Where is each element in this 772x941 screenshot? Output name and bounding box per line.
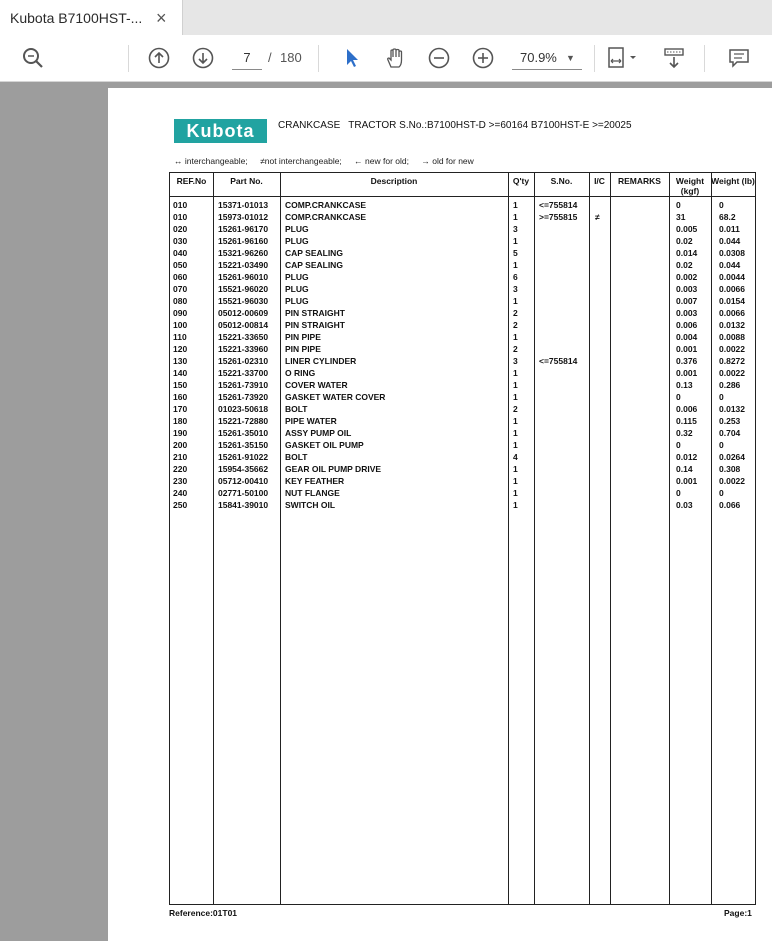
cell-weight-lb: 0.0308 <box>719 248 745 258</box>
cell-part-no: 15261-96010 <box>218 272 269 282</box>
cell-qty: 1 <box>513 332 518 342</box>
cell-part-no: 15261-96160 <box>218 236 269 246</box>
cell-weight-kgf: 0.012 <box>676 452 698 462</box>
legend-item: ↔ interchangeable; <box>174 156 248 166</box>
cell-description: SWITCH OIL <box>285 500 336 510</box>
table-row <box>170 416 755 428</box>
toolbar-divider <box>318 45 319 72</box>
table-row <box>170 308 755 320</box>
cell-weight-lb: 0.0264 <box>719 452 745 462</box>
cell-part-no: 05012-00609 <box>218 308 269 318</box>
cell-ref: 220 <box>173 464 188 474</box>
cell-part-no: 15261-91022 <box>218 452 269 462</box>
table-body <box>170 200 755 512</box>
cell-part-no: 01023-50618 <box>218 404 269 414</box>
cell-part-no: 15261-02310 <box>218 356 269 366</box>
cell-qty: 1 <box>513 212 518 222</box>
toolbar-divider <box>128 45 129 72</box>
cell-weight-kgf: 0 <box>676 200 681 210</box>
close-icon[interactable]: × <box>156 7 167 28</box>
table-row <box>170 368 755 380</box>
cell-ref: 050 <box>173 260 188 270</box>
cell-description: CAP SEALING <box>285 260 343 270</box>
cell-qty: 1 <box>513 500 518 510</box>
cell-weight-lb: 0.0132 <box>719 320 745 330</box>
kubota-logo: Kubota <box>174 119 267 143</box>
cell-description: COMP.CRANKCASE <box>285 212 367 222</box>
cell-weight-kgf: 0.376 <box>676 356 698 366</box>
table-row <box>170 392 755 404</box>
cell-sno: >=755815 <box>539 212 578 222</box>
cell-description: GASKET OIL PUMP <box>285 440 364 450</box>
cell-ref: 070 <box>173 284 188 294</box>
cell-ref: 170 <box>173 404 188 414</box>
cell-part-no: 02771-50100 <box>218 488 269 498</box>
cell-description: LINER CYLINDER <box>285 356 357 366</box>
cell-description: PLUG <box>285 296 309 306</box>
cell-description: NUT FLANGE <box>285 488 340 498</box>
cell-description: PIN PIPE <box>285 332 321 342</box>
cell-qty: 1 <box>513 200 518 210</box>
previous-page-icon[interactable] <box>147 46 171 70</box>
header-weight-kgf: Weight (kgf) <box>675 176 705 196</box>
cell-part-no: 15221-03490 <box>218 260 269 270</box>
table-row <box>170 260 755 272</box>
cell-ref: 210 <box>173 452 188 462</box>
zoom-out-icon[interactable] <box>427 46 451 70</box>
cell-description: PLUG <box>285 236 309 246</box>
cell-part-no: 15321-96260 <box>218 248 269 258</box>
cell-weight-kgf: 0.14 <box>676 464 693 474</box>
cell-qty: 1 <box>513 296 518 306</box>
cell-part-no: 15954-35662 <box>218 464 269 474</box>
cell-description: PLUG <box>285 272 309 282</box>
cell-weight-lb: 0.011 <box>719 224 740 234</box>
table-row <box>170 452 755 464</box>
cell-qty: 1 <box>513 440 518 450</box>
cell-weight-lb: 0.0154 <box>719 296 745 306</box>
comment-icon[interactable] <box>727 46 751 70</box>
cell-qty: 1 <box>513 428 518 438</box>
cell-weight-lb: 0.286 <box>719 380 741 390</box>
cell-weight-kgf: 0.001 <box>676 476 698 486</box>
cell-part-no: 15261-73910 <box>218 380 269 390</box>
table-row <box>170 236 755 248</box>
cell-weight-lb: 0.0044 <box>719 272 745 282</box>
chevron-down-icon: ▼ <box>566 52 575 63</box>
table-row <box>170 500 755 512</box>
cell-weight-lb: 0.044 <box>719 260 741 270</box>
cell-weight-lb: 0 <box>719 488 724 498</box>
cell-qty: 1 <box>513 380 518 390</box>
cell-part-no: 05712-00410 <box>218 476 269 486</box>
cell-weight-kgf: 0 <box>676 440 681 450</box>
cell-weight-lb: 68.2 <box>719 212 736 222</box>
table-row <box>170 320 755 332</box>
table-row <box>170 344 755 356</box>
header-ref: REF.No <box>176 176 207 186</box>
header-divider <box>170 196 755 197</box>
header-remarks: REMARKS <box>618 176 661 186</box>
cell-ref: 190 <box>173 428 188 438</box>
table-row <box>170 440 755 452</box>
cell-ref: 100 <box>173 320 188 330</box>
page-fit-icon[interactable] <box>606 46 640 70</box>
cell-part-no: 15371-01013 <box>218 200 269 210</box>
cell-weight-kgf: 31 <box>676 212 686 222</box>
cell-qty: 2 <box>513 404 518 414</box>
table-row <box>170 200 755 212</box>
cell-part-no: 15973-01012 <box>218 212 269 222</box>
cell-weight-kgf: 0.115 <box>676 416 697 426</box>
table-row <box>170 284 755 296</box>
tab-bar <box>0 0 772 35</box>
cell-ref: 010 <box>173 200 188 210</box>
tractor-title: TRACTOR S.No.:B7100HST-D >=60164 B7100HST-E >=20025 <box>348 120 632 131</box>
cell-weight-lb: 0.0066 <box>719 284 745 294</box>
cell-part-no: 15261-35010 <box>218 428 269 438</box>
header-weight-lb: Weight (lb) <box>711 176 755 186</box>
cell-description: KEY FEATHER <box>285 476 345 486</box>
tab-document[interactable] <box>0 0 183 35</box>
cell-weight-kgf: 0.003 <box>676 308 698 318</box>
cell-weight-kgf: 0 <box>676 488 681 498</box>
cell-part-no: 15221-33700 <box>218 368 269 378</box>
cell-weight-kgf: 0.004 <box>676 332 698 342</box>
cell-qty: 1 <box>513 488 518 498</box>
cell-description: COMP.CRANKCASE <box>285 200 367 210</box>
cell-qty: 1 <box>513 260 518 270</box>
toolbar-divider <box>704 45 705 72</box>
cell-ref: 230 <box>173 476 188 486</box>
cell-weight-kgf: 0.32 <box>676 428 693 438</box>
cell-sno: <=755814 <box>539 356 578 366</box>
cell-description: GEAR OIL PUMP DRIVE <box>285 464 382 474</box>
cell-ref: 200 <box>173 440 188 450</box>
cell-description: PIN STRAIGHT <box>285 320 345 330</box>
table-row <box>170 404 755 416</box>
cell-weight-lb: 0.704 <box>719 428 741 438</box>
cell-ref: 140 <box>173 368 188 378</box>
cell-qty: 4 <box>513 452 518 462</box>
toolbar-divider <box>594 45 595 72</box>
scroll-mode-icon[interactable] <box>662 46 686 70</box>
cell-weight-kgf: 0.001 <box>676 368 698 378</box>
legend-item: ← new for old; <box>354 156 409 166</box>
cell-ref: 060 <box>173 272 188 282</box>
cell-qty: 3 <box>513 224 518 234</box>
table-row <box>170 296 755 308</box>
cell-qty: 1 <box>513 416 518 426</box>
cell-part-no: 15521-96020 <box>218 284 269 294</box>
cell-description: ASSY PUMP OIL <box>285 428 352 438</box>
page-number-input[interactable] <box>232 46 262 70</box>
cell-qty: 2 <box>513 320 518 330</box>
cell-weight-lb: 0.066 <box>719 500 741 510</box>
cell-description: PIN STRAIGHT <box>285 308 345 318</box>
cell-ref: 160 <box>173 392 188 402</box>
header-sno: S.No. <box>550 176 573 186</box>
cell-description: O RING <box>285 368 316 378</box>
cell-ref: 180 <box>173 416 188 426</box>
cell-qty: 1 <box>513 368 518 378</box>
cell-description: GASKET WATER COVER <box>285 392 386 402</box>
cell-ic: ≠ <box>595 212 600 222</box>
cell-weight-lb: 0 <box>719 200 724 210</box>
cell-ref: 020 <box>173 224 188 234</box>
table-row <box>170 476 755 488</box>
cell-weight-kgf: 0.005 <box>676 224 698 234</box>
table-row <box>170 428 755 440</box>
table-row <box>170 332 755 344</box>
cell-part-no: 15521-96030 <box>218 296 269 306</box>
document-title <box>278 120 632 131</box>
search-icon[interactable] <box>21 46 45 70</box>
cell-part-no: 05012-00814 <box>218 320 269 330</box>
header-ic: I/C <box>594 176 605 186</box>
header-part: Part No. <box>230 176 263 186</box>
cell-weight-kgf: 0.007 <box>676 296 698 306</box>
cell-weight-kgf: 0.02 <box>676 260 693 270</box>
cell-qty: 1 <box>513 236 518 246</box>
zoom-value: 70.9% <box>520 50 557 65</box>
cell-qty: 1 <box>513 392 518 402</box>
cell-weight-lb: 0.0132 <box>719 404 745 414</box>
cell-weight-lb: 0.308 <box>719 464 741 474</box>
cell-sno: <=755814 <box>539 200 578 210</box>
cell-ref: 130 <box>173 356 188 366</box>
cell-qty: 2 <box>513 308 518 318</box>
cell-part-no: 15221-72880 <box>218 416 269 426</box>
cell-part-no: 15221-33650 <box>218 332 269 342</box>
cell-weight-kgf: 0.006 <box>676 320 698 330</box>
cell-ref: 110 <box>173 332 187 342</box>
section-title: CRANKCASE <box>278 120 341 131</box>
cell-qty: 3 <box>513 356 518 366</box>
pdf-page <box>108 88 772 941</box>
table-row <box>170 248 755 260</box>
page-total: 180 <box>280 50 302 65</box>
cell-weight-kgf: 0.006 <box>676 404 698 414</box>
cell-description: PLUG <box>285 224 309 234</box>
header-qty: Q'ty <box>512 176 530 186</box>
cell-part-no: 15221-33960 <box>218 344 269 354</box>
cell-qty: 3 <box>513 284 518 294</box>
select-cursor-icon[interactable] <box>340 46 364 70</box>
page-label: Page:1 <box>724 908 752 918</box>
cell-description: CAP SEALING <box>285 248 343 258</box>
legend <box>174 156 484 166</box>
cell-weight-kgf: 0.02 <box>676 236 693 246</box>
table-row <box>170 224 755 236</box>
table-row <box>170 356 755 368</box>
legend-item: ≠not interchangeable; <box>260 156 342 166</box>
cell-weight-kgf: 0.03 <box>676 500 693 510</box>
cell-weight-lb: 0.0088 <box>719 332 745 342</box>
cell-ref: 080 <box>173 296 188 306</box>
page-separator: / <box>268 50 272 65</box>
hand-tool-icon[interactable] <box>383 46 407 70</box>
cell-weight-kgf: 0.014 <box>676 248 698 258</box>
tab-title: Kubota B7100HST-... <box>10 9 143 26</box>
parts-table <box>169 172 756 905</box>
cell-ref: 250 <box>173 500 188 510</box>
cell-weight-kgf: 0 <box>676 392 681 402</box>
cell-qty: 5 <box>513 248 518 258</box>
cell-ref: 030 <box>173 236 188 246</box>
cell-description: PIN PIPE <box>285 344 321 354</box>
table-row <box>170 272 755 284</box>
cell-weight-lb: 0.0066 <box>719 308 745 318</box>
cell-weight-kgf: 0.001 <box>676 344 698 354</box>
cell-weight-lb: 0 <box>719 392 724 402</box>
toolbar <box>0 35 772 82</box>
cell-part-no: 15261-35150 <box>218 440 269 450</box>
cell-description: PIPE WATER <box>285 416 337 426</box>
zoom-select[interactable] <box>512 46 582 70</box>
cell-weight-lb: 0.253 <box>719 416 741 426</box>
cell-qty: 2 <box>513 344 518 354</box>
cell-description: BOLT <box>285 452 308 462</box>
cell-ref: 150 <box>173 380 188 390</box>
cell-weight-kgf: 0.003 <box>676 284 698 294</box>
cell-weight-lb: 0.0022 <box>719 344 745 354</box>
cell-ref: 120 <box>173 344 188 354</box>
cell-qty: 6 <box>513 272 518 282</box>
cell-description: PLUG <box>285 284 309 294</box>
cell-part-no: 15261-73920 <box>218 392 269 402</box>
cell-weight-kgf: 0.002 <box>676 272 698 282</box>
cell-part-no: 15841-39010 <box>218 500 269 510</box>
cell-ref: 240 <box>173 488 188 498</box>
cell-ref: 090 <box>173 308 188 318</box>
cell-part-no: 15261-96170 <box>218 224 269 234</box>
cell-weight-lb: 0.044 <box>719 236 741 246</box>
cell-weight-lb: 0 <box>719 440 724 450</box>
table-row <box>170 380 755 392</box>
cell-weight-kgf: 0.13 <box>676 380 693 390</box>
cell-ref: 010 <box>173 212 188 222</box>
cell-description: COVER WATER <box>285 380 348 390</box>
cell-weight-lb: 0.0022 <box>719 368 745 378</box>
cell-weight-lb: 0.0022 <box>719 476 745 486</box>
table-row <box>170 488 755 500</box>
cell-description: BOLT <box>285 404 308 414</box>
cell-qty: 1 <box>513 476 518 486</box>
legend-item: → old for new <box>421 156 474 166</box>
document-viewer[interactable] <box>0 82 772 941</box>
table-row <box>170 464 755 476</box>
cell-weight-lb: 0.8272 <box>719 356 745 366</box>
next-page-icon[interactable] <box>191 46 215 70</box>
zoom-in-icon[interactable] <box>471 46 495 70</box>
cell-ref: 040 <box>173 248 188 258</box>
table-row <box>170 212 755 224</box>
cell-qty: 1 <box>513 464 518 474</box>
header-description: Description <box>370 176 418 186</box>
reference-label: Reference:01T01 <box>169 908 238 918</box>
